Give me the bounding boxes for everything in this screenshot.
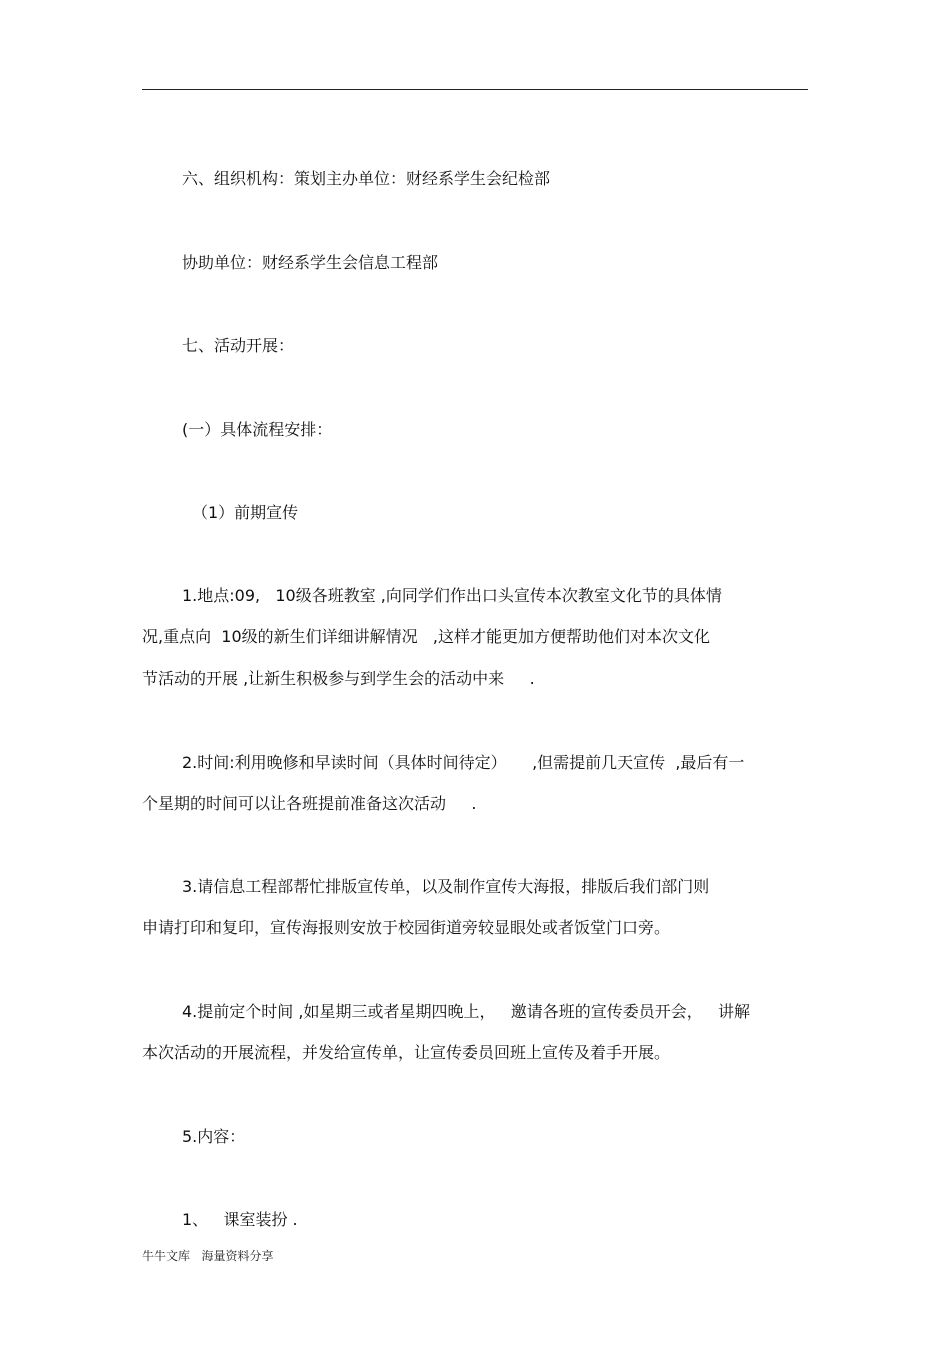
subitem1-line: 1、 课室装扮 . [182,1210,298,1229]
item4-line2: 本次活动的开展流程，并发给宣传单，让宣传委员回班上宣传及着手开展。 [142,1043,671,1062]
assist-unit-line: 协助单位：财经系学生会信息工程部 [182,253,439,272]
item2-line1: 2.时间:利用晚修和早读时间（具体时间待定） ,但需提前几天宣传 ,最后有一 [182,753,745,772]
item1-line3: 节活动的开展 ,让新生积极参与到学生会的活动中来 . [142,669,535,688]
header-rule [142,89,808,90]
footer-brand: 牛牛文库 海量资料分享 [142,1249,274,1263]
item5-line: 5.内容： [182,1127,246,1146]
publicity-heading: （1）前期宣传 [192,503,299,522]
item2-line2: 个星期的时间可以让各班提前准备这次活动 . [142,794,477,813]
process-heading: (一）具体流程安排： [182,420,333,439]
item1-line2: 况,重点向 10级的新生们详细讲解情况 ,这样才能更加方便帮助他们对本次文化 [142,627,710,646]
section-seven-heading: 七、活动开展： [182,336,295,355]
item4-line1: 4.提前定个时间 ,如星期三或者星期四晚上， 邀请各班的宣传委员开会， 讲解 [182,1002,750,1021]
section-six-org-line: 六、组织机构：策划主办单位：财经系学生会纪检部 [182,169,551,188]
item1-line1: 1.地点:09, 10级各班教室 ,向同学们作出口头宣传本次教室文化节的具体情 [182,586,722,605]
item3-line1: 3.请信息工程部帮忙排版宣传单，以及制作宣传大海报，排版后我们部门则 [182,877,710,896]
item3-line2: 申请打印和复印，宣传海报则安放于校园街道旁较显眼处或者饭堂门口旁。 [142,918,671,937]
